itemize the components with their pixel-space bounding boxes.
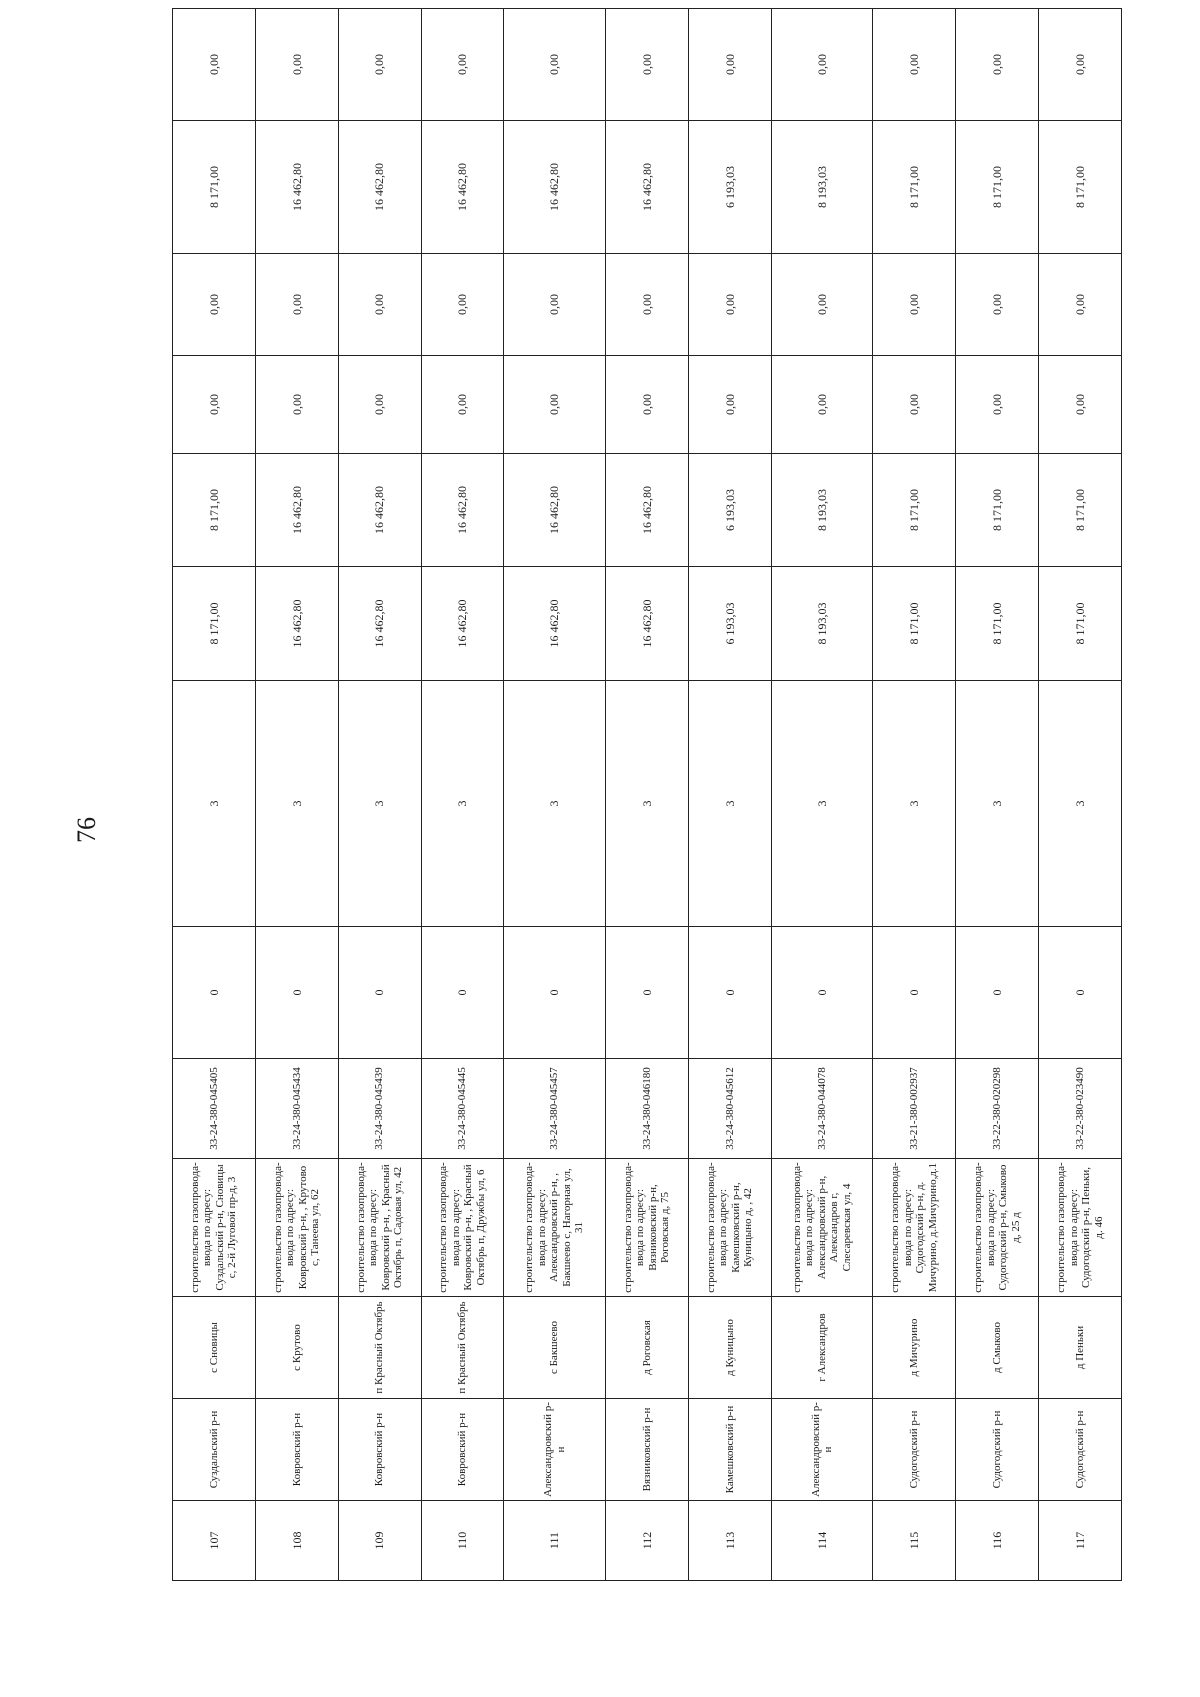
amount-cell: 8 193,03 <box>771 454 873 567</box>
table-row <box>606 9 689 1581</box>
description-cell: строительство газопровода-ввода по адресу: Ковровский р-н, , Красный Октябрь п, Садовая ул, 42 <box>338 1159 421 1297</box>
description-cell: строительство газопровода-ввода по адресу: Ковровский р-н, , Красный Октябрь п, Дружбы ул, 6 <box>421 1159 504 1297</box>
amount-cell: 16 462,80 <box>606 567 689 681</box>
value-cell: 0 <box>255 927 338 1059</box>
amount-cell: 16 462,80 <box>255 454 338 567</box>
row-number-cell: 116 <box>956 1501 1039 1581</box>
district-cell: Судогодский р-н <box>956 1399 1039 1501</box>
amount-cell: 16 462,80 <box>255 567 338 681</box>
amount-cell: 16 462,80 <box>421 121 504 254</box>
amount-cell: 0,00 <box>255 356 338 454</box>
page-number: 76 <box>72 817 101 843</box>
value-cell: 3 <box>956 681 1039 927</box>
amount-cell: 0,00 <box>688 9 771 121</box>
settlement-cell: с Сновицы <box>173 1297 256 1399</box>
settlement-cell: с Бакшеево <box>504 1297 606 1399</box>
value-cell: 3 <box>504 681 606 927</box>
settlement-cell: п Красный Октябрь <box>421 1297 504 1399</box>
value-cell: 0 <box>771 927 873 1059</box>
cadastral-number-cell: 33-24-380-044078 <box>771 1059 873 1159</box>
amount-cell: 16 462,80 <box>504 121 606 254</box>
amount-cell: 8 171,00 <box>173 567 256 681</box>
value-cell: 3 <box>421 681 504 927</box>
table-row <box>688 9 771 1581</box>
settlement-cell: п Красный Октябрь <box>338 1297 421 1399</box>
cadastral-number-cell: 33-24-380-045434 <box>255 1059 338 1159</box>
cadastral-number-cell: 33-22-380-023490 <box>1039 1059 1122 1159</box>
table-row <box>421 9 504 1581</box>
amount-cell: 0,00 <box>338 356 421 454</box>
amount-cell: 0,00 <box>173 9 256 121</box>
description-cell: строительство газопровода-ввода по адресу: Судогодский р-н, Пеньки, д. 46 <box>1039 1159 1122 1297</box>
amount-cell: 0,00 <box>173 254 256 356</box>
cadastral-number-cell: 33-24-380-045612 <box>688 1059 771 1159</box>
settlement-cell: г Александров <box>771 1297 873 1399</box>
district-cell: Судогодский р-н <box>1039 1399 1122 1501</box>
row-number-cell: 112 <box>606 1501 689 1581</box>
amount-cell: 8 171,00 <box>873 454 956 567</box>
amount-cell: 0,00 <box>606 254 689 356</box>
cadastral-number-cell: 33-24-380-045445 <box>421 1059 504 1159</box>
amount-cell: 8 171,00 <box>1039 121 1122 254</box>
amount-cell: 6 193,03 <box>688 121 771 254</box>
amount-cell: 16 462,80 <box>606 454 689 567</box>
description-cell: строительство газопровода-ввода по адресу: Суздальский р-н, Сновицы с, 2-й Луговой пр-д, 3 <box>173 1159 256 1297</box>
value-cell: 3 <box>873 681 956 927</box>
amount-cell: 0,00 <box>421 356 504 454</box>
amount-cell: 0,00 <box>1039 9 1122 121</box>
amount-cell: 0,00 <box>504 9 606 121</box>
amount-cell: 0,00 <box>873 356 956 454</box>
amount-cell: 0,00 <box>504 356 606 454</box>
table-row <box>338 9 421 1581</box>
row-number-cell: 110 <box>421 1501 504 1581</box>
amount-cell: 16 462,80 <box>338 121 421 254</box>
amount-cell: 8 171,00 <box>173 454 256 567</box>
row-number-cell: 108 <box>255 1501 338 1581</box>
amount-cell: 16 462,80 <box>504 567 606 681</box>
cadastral-number-cell: 33-21-380-002937 <box>873 1059 956 1159</box>
value-cell: 0 <box>1039 927 1122 1059</box>
district-cell: Александровский р-н <box>504 1399 606 1501</box>
description-cell: строительство газопровода-ввода по адресу: Камешковский р-н, Куницыно д, , 42 <box>688 1159 771 1297</box>
amount-cell: 0,00 <box>873 254 956 356</box>
amount-cell: 8 193,03 <box>771 121 873 254</box>
amount-cell: 0,00 <box>338 254 421 356</box>
value-cell: 0 <box>338 927 421 1059</box>
value-cell: 0 <box>504 927 606 1059</box>
description-cell: строительство газопровода-ввода по адресу: Александровский р-н, Александров г, Слесаревская ул, 4 <box>771 1159 873 1297</box>
amount-cell: 8 171,00 <box>1039 567 1122 681</box>
district-cell: Судогодский р-н <box>873 1399 956 1501</box>
amount-cell: 8 171,00 <box>1039 454 1122 567</box>
amount-cell: 0,00 <box>1039 254 1122 356</box>
amount-cell: 0,00 <box>421 9 504 121</box>
amount-cell: 8 171,00 <box>873 121 956 254</box>
cadastral-number-cell: 33-24-380-045439 <box>338 1059 421 1159</box>
description-cell: строительство газопровода-ввода по адресу: Ковровский р-н, , Крутово с, Танеева ул, 62 <box>255 1159 338 1297</box>
cadastral-number-cell: 33-22-380-020298 <box>956 1059 1039 1159</box>
table-row <box>255 9 338 1581</box>
amount-cell: 8 171,00 <box>956 121 1039 254</box>
amount-cell: 8 171,00 <box>873 567 956 681</box>
amount-cell: 0,00 <box>255 9 338 121</box>
table-row <box>1039 9 1122 1581</box>
amount-cell: 0,00 <box>956 9 1039 121</box>
settlement-cell: д Куницыно <box>688 1297 771 1399</box>
amount-cell: 0,00 <box>255 254 338 356</box>
amount-cell: 8 171,00 <box>956 454 1039 567</box>
table-row <box>771 9 873 1581</box>
value-cell: 3 <box>771 681 873 927</box>
amount-cell: 0,00 <box>338 9 421 121</box>
amount-cell: 16 462,80 <box>421 454 504 567</box>
settlement-cell: д Роговская <box>606 1297 689 1399</box>
amount-cell: 16 462,80 <box>255 121 338 254</box>
value-cell: 3 <box>606 681 689 927</box>
amount-cell: 0,00 <box>873 9 956 121</box>
settlement-cell: д Пеньки <box>1039 1297 1122 1399</box>
value-cell: 3 <box>255 681 338 927</box>
settlement-cell: д Мичурино <box>873 1297 956 1399</box>
amount-cell: 0,00 <box>606 356 689 454</box>
value-cell: 0 <box>688 927 771 1059</box>
table-row <box>504 9 606 1581</box>
amount-cell: 16 462,80 <box>421 567 504 681</box>
district-cell: Александровский р-н <box>771 1399 873 1501</box>
cadastral-number-cell: 33-24-380-045457 <box>504 1059 606 1159</box>
amount-cell: 8 171,00 <box>173 121 256 254</box>
table-row <box>173 9 256 1581</box>
description-cell: строительство газопровода-ввода по адресу: Судогодский р-н, д. Мичурино, д.Мичурино,д.1 <box>873 1159 956 1297</box>
row-number-cell: 111 <box>504 1501 606 1581</box>
data-table <box>172 8 1122 1581</box>
district-cell: Ковровский р-н <box>255 1399 338 1501</box>
district-cell: Вязниковский р-н <box>606 1399 689 1501</box>
cadastral-number-cell: 33-24-380-046180 <box>606 1059 689 1159</box>
value-cell: 3 <box>688 681 771 927</box>
cadastral-number-cell: 33-24-380-045405 <box>173 1059 256 1159</box>
description-cell: строительство газопровода-ввода по адресу: Судогодский р-н, Смыково д, 25 д <box>956 1159 1039 1297</box>
row-number-cell: 117 <box>1039 1501 1122 1581</box>
rotated-table-container <box>172 54 1122 1581</box>
value-cell: 0 <box>173 927 256 1059</box>
settlement-cell: с Крутово <box>255 1297 338 1399</box>
row-number-cell: 115 <box>873 1501 956 1581</box>
amount-cell: 8 193,03 <box>771 567 873 681</box>
amount-cell: 0,00 <box>504 254 606 356</box>
amount-cell: 0,00 <box>173 356 256 454</box>
district-cell: Камешковский р-н <box>688 1399 771 1501</box>
amount-cell: 0,00 <box>421 254 504 356</box>
value-cell: 0 <box>873 927 956 1059</box>
value-cell: 0 <box>421 927 504 1059</box>
amount-cell: 6 193,03 <box>688 454 771 567</box>
table-row <box>956 9 1039 1581</box>
value-cell: 3 <box>173 681 256 927</box>
description-cell: строительство газопровода-ввода по адресу: Александровский р-н, , Бакшеево с, Нагорная ул, 31 <box>504 1159 606 1297</box>
amount-cell: 16 462,80 <box>606 121 689 254</box>
value-cell: 0 <box>956 927 1039 1059</box>
table-row <box>873 9 956 1581</box>
amount-cell: 0,00 <box>956 356 1039 454</box>
district-cell: Ковровский р-н <box>421 1399 504 1501</box>
amount-cell: 0,00 <box>771 356 873 454</box>
row-number-cell: 114 <box>771 1501 873 1581</box>
amount-cell: 0,00 <box>688 254 771 356</box>
description-cell: строительство газопровода-ввода по адресу: Вязниковский р-н, Роговская д, 75 <box>606 1159 689 1297</box>
amount-cell: 0,00 <box>771 254 873 356</box>
district-cell: Ковровский р-н <box>338 1399 421 1501</box>
amount-cell: 16 462,80 <box>338 567 421 681</box>
amount-cell: 6 193,03 <box>688 567 771 681</box>
value-cell: 3 <box>1039 681 1122 927</box>
value-cell: 0 <box>606 927 689 1059</box>
district-cell: Суздальский р-н <box>173 1399 256 1501</box>
row-number-cell: 113 <box>688 1501 771 1581</box>
amount-cell: 0,00 <box>688 356 771 454</box>
row-number-cell: 107 <box>173 1501 256 1581</box>
amount-cell: 16 462,80 <box>338 454 421 567</box>
settlement-cell: д Смыково <box>956 1297 1039 1399</box>
value-cell: 3 <box>338 681 421 927</box>
amount-cell: 0,00 <box>606 9 689 121</box>
amount-cell: 0,00 <box>771 9 873 121</box>
amount-cell: 8 171,00 <box>956 567 1039 681</box>
row-number-cell: 109 <box>338 1501 421 1581</box>
amount-cell: 16 462,80 <box>504 454 606 567</box>
amount-cell: 0,00 <box>956 254 1039 356</box>
amount-cell: 0,00 <box>1039 356 1122 454</box>
